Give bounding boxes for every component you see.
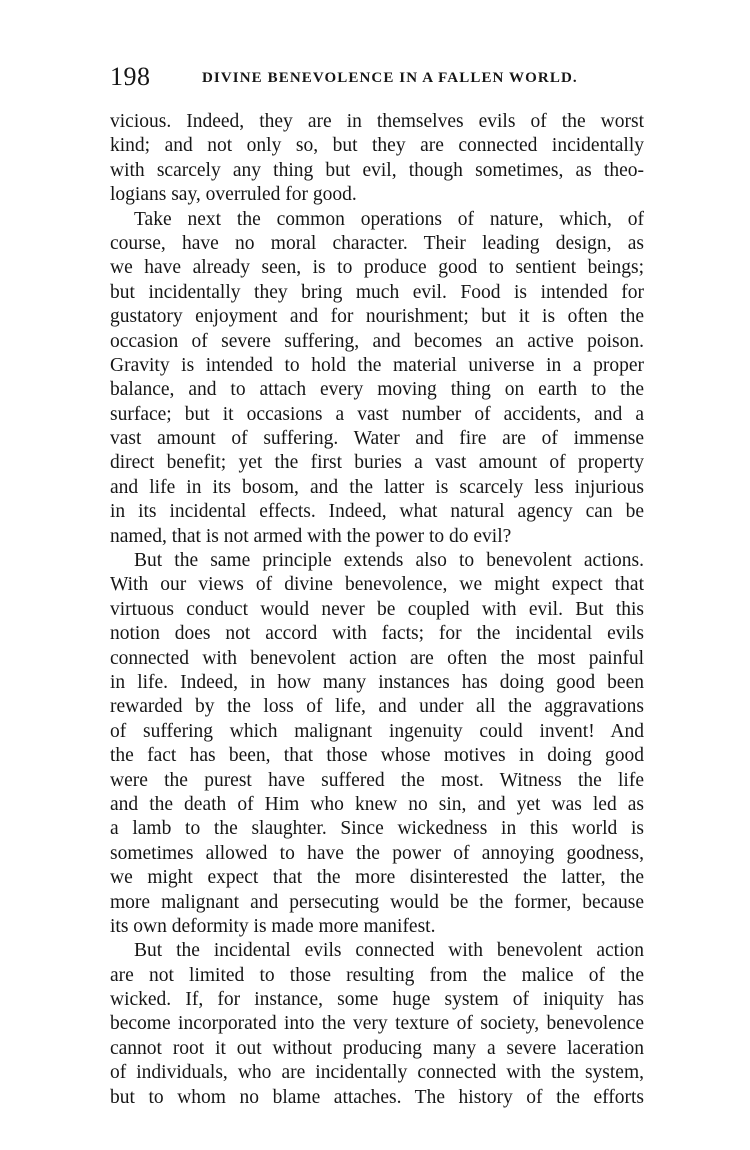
text-line: balance, and to attach every moving thing on earth to the — [110, 379, 644, 401]
text-line: but incidentally they bring much evil. Food is intended for — [110, 281, 644, 303]
text-line: we might expect that the more disinterested the latter, the — [110, 867, 644, 889]
text-line: the fact has been, that those whose motives in doing good — [110, 745, 644, 767]
text-line: become incorporated into the very texture of society, benevolence — [110, 1013, 644, 1035]
text-line: were the purest have suffered the most. Witness the life — [110, 769, 644, 791]
text-line: rewarded by the loss of life, and under all the aggravations — [110, 696, 644, 718]
text-line: but to whom no blame attaches. The history of the efforts — [110, 1086, 644, 1108]
text-line: course, have no moral character. Their leading design, as — [110, 232, 644, 254]
text-line: and the death of Him who knew no sin, and yet was led as — [110, 793, 644, 815]
paragraph-first-line: But the same principle extends also to benevolent actions. — [134, 550, 644, 572]
text-line: With our views of divine benevolence, we might expect that — [110, 574, 644, 596]
text-line: surface; but it occasions a vast number of accidents, and a — [110, 403, 644, 425]
text-line: kind; and not only so, but they are connected incidentally — [110, 135, 644, 157]
text-line: its own deformity is made more manifest. — [110, 915, 436, 937]
text-line: more malignant and persecuting would be the former, because — [110, 891, 644, 913]
text-line: sometimes allowed to have the power of annoying goodness, — [110, 842, 644, 864]
text-line: direct benefit; yet the first buries a vast amount of property — [110, 452, 644, 474]
text-line: we have already seen, is to produce good to sentient beings; — [110, 257, 644, 279]
text-line: connected with benevolent action are often the most painful — [110, 647, 644, 669]
text-line: vicious. Indeed, they are in themselves evils of the worst — [110, 111, 644, 132]
text-line: Gravity is intended to hold the material universe in a proper — [110, 354, 644, 376]
text-line: and life in its bosom, and the latter is scarcely less injurious — [110, 476, 644, 498]
text-line: a lamb to the slaughter. Since wickedness in this world is — [110, 818, 644, 840]
text-line: cannot root it out without producing many a severe laceration — [110, 1037, 644, 1059]
text-line: in life. Indeed, in how many instances has doing good been — [110, 671, 644, 693]
text-line: of individuals, who are incidentally connected with the system, — [110, 1062, 644, 1084]
text-line: occasion of severe suffering, and becomes an active poison. — [110, 330, 644, 352]
text-line: with scarcely any thing but evil, though sometimes, as theo- — [110, 159, 644, 181]
text-line: logians say, overruled for good. — [110, 184, 357, 206]
text-line: of suffering which malignant ingenuity could invent! And — [110, 720, 644, 742]
text-line: are not limited to those resulting from the malice of the — [110, 964, 644, 986]
text-line: vast amount of suffering. Water and fire are of immense — [110, 428, 644, 450]
text-line: named, that is not armed with the power to do evil? — [110, 525, 512, 547]
text-line: gustatory enjoyment and for nourishment; but it is often the — [110, 306, 644, 328]
running-title: DIVINE BENEVOLENCE IN A FALLEN WORLD. — [202, 70, 578, 86]
body-text — [110, 110, 644, 1110]
paragraph-first-line: Take next the common operations of nature, which, of — [134, 208, 644, 230]
paragraph-first-line: But the incidental evils connected with benevolent action — [134, 940, 644, 962]
text-line: virtuous conduct would never be coupled with evil. But this — [110, 598, 644, 620]
text-line: in its incidental effects. Indeed, what natural agency can be — [110, 501, 644, 523]
running-head — [110, 62, 650, 92]
page-number: 198 — [110, 62, 151, 91]
text-line: notion does not accord with facts; for the incidental evils — [110, 623, 644, 645]
text-line: wicked. If, for instance, some huge system of iniquity has — [110, 989, 644, 1011]
